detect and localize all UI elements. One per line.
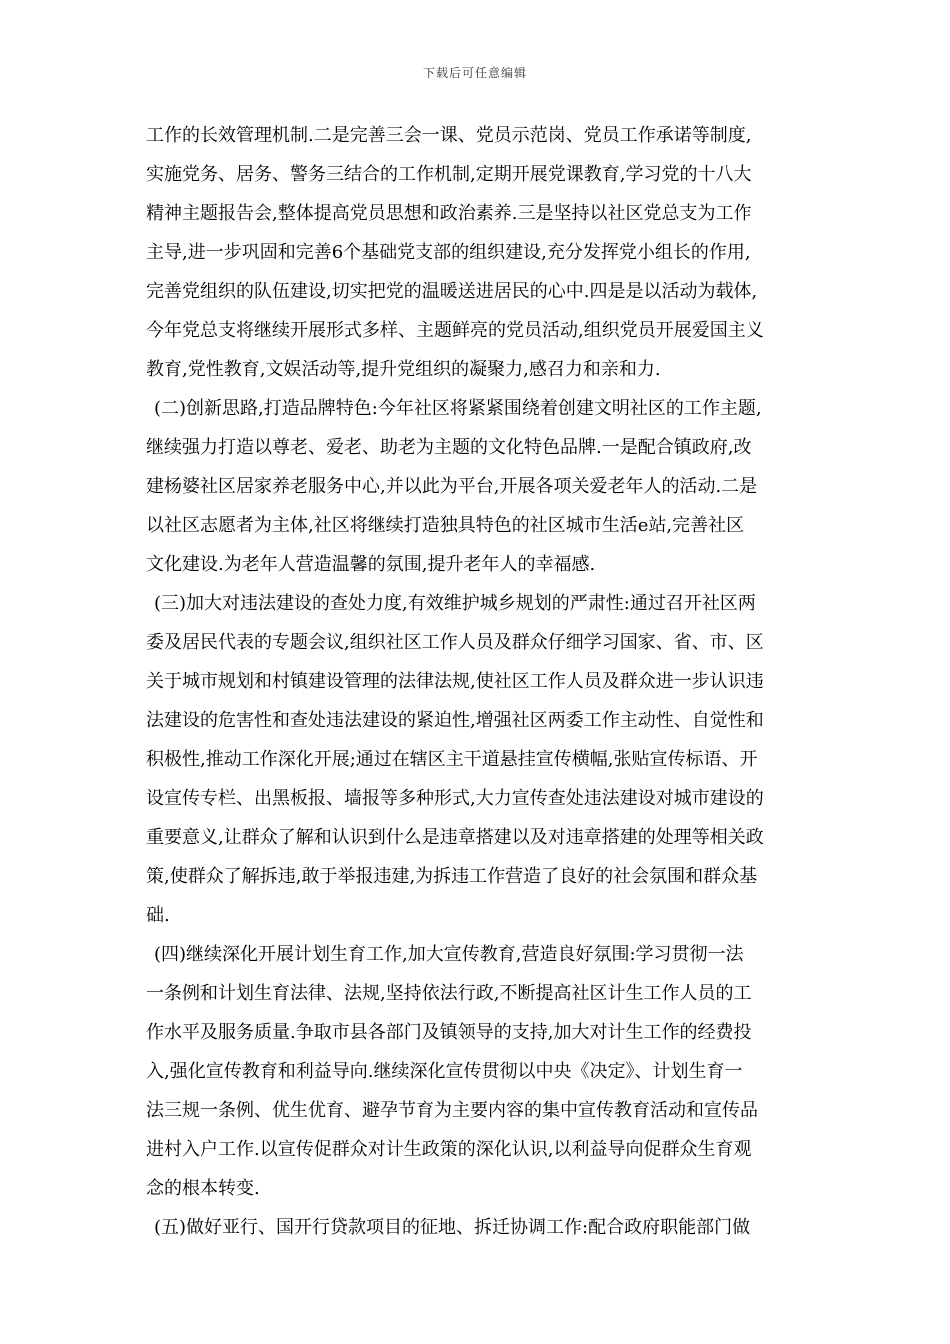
section-heading-line: (二)创新思路,打造品牌特色:今年社区将紧紧围绕着创建文明社区的工作主题,	[154, 398, 762, 419]
text-line: 继续强力打造以尊老、爱老、助老为主题的文化特色品牌.一是配合镇政府,改	[146, 437, 752, 458]
text-line: 念的根本转变.	[146, 1178, 260, 1199]
text-line: 文化建设.为老年人营造温馨的氛围,提升老年人的幸福感.	[146, 554, 596, 575]
text-line: 委及居民代表的专题会议,组织社区工作人员及群众仔细学习国家、省、市、区	[146, 632, 764, 653]
section-heading-line: (五)做好亚行、国开行贷款项目的征地、拆迁协调工作:配合政府职能部门做	[154, 1217, 751, 1238]
text-line: 法三规一条例、优生优育、避孕节育为主要内容的集中宣传教育活动和宣传品	[146, 1100, 758, 1121]
text-line: 策,使群众了解拆违,敢于举报违建,为拆违工作营造了良好的社会氛围和群众基	[146, 866, 758, 887]
text-line: 以社区志愿者为主体,社区将继续打造独具特色的社区城市生活e站,完善社区	[146, 515, 745, 536]
page-header: 下载后可任意编辑	[422, 66, 527, 80]
text-line: 一条例和计划生育法律、法规,坚持依法行政,不断提高社区计生工作人员的工	[146, 983, 752, 1004]
text-line: 础.	[146, 905, 170, 926]
text-line: 法建设的危害性和查处违法建设的紧迫性,增强社区两委工作主动性、自觉性和	[146, 710, 764, 731]
section-heading-line: (三)加大对违法建设的查处力度,有效维护城乡规划的严肃性:通过召开社区两	[154, 593, 756, 614]
text-line: 主导,进一步巩固和完善6个基础党支部的组织建设,充分发挥党小组长的作用,	[146, 242, 751, 263]
text-line: 建杨婆社区居家养老服务中心,并以此为平台,开展各项关爱老年人的活动.二是	[146, 476, 758, 497]
text-line: 实施党务、居务、警务三结合的工作机制,定期开展党课教育,学习党的十八大	[146, 164, 752, 185]
text-line: 精神主题报告会,整体提高党员思想和政治素养.三是坚持以社区党总支为工作	[146, 203, 752, 224]
text-line: 完善党组织的队伍建设,切实把党的温暖送进居民的心中.四是是以活动为载体,	[146, 281, 758, 302]
text-line: 进村入户工作.以宣传促群众对计生政策的深化认识,以利益导向促群众生育观	[146, 1139, 752, 1160]
text-line: 教育,党性教育,文娱活动等,提升党组织的凝聚力,感召力和亲和力.	[146, 359, 661, 380]
text-line: 工作的长效管理机制.二是完善三会一课、党员示范岗、党员工作承诺等制度,	[146, 125, 752, 146]
text-line: 入,强化宣传教育和利益导向.继续深化宣传贯彻以中央《决定》、计划生育一	[146, 1061, 743, 1082]
text-line: 关于城市规划和村镇建设管理的法律法规,使社区工作人员及群众进一步认识违	[146, 671, 764, 692]
text-line: 作水平及服务质量.争取市县各部门及镇领导的支持,加大对计生工作的经费投	[146, 1022, 752, 1043]
text-line: 今年党总支将继续开展形式多样、主题鲜亮的党员活动,组织党员开展爱国主义	[146, 320, 764, 341]
text-line: 重要意义,让群众了解和认识到什么是违章搭建以及对违章搭建的处理等相关政	[146, 827, 764, 848]
text-line: 积极性,推动工作深化开展;通过在辖区主干道悬挂宣传横幅,张贴宣传标语、开	[146, 749, 758, 770]
text-line: 设宣传专栏、出黑板报、墙报等多种形式,大力宣传查处违法建设对城市建设的	[146, 788, 764, 809]
section-heading-line: (四)继续深化开展计划生育工作,加大宣传教育,营造良好氛围:学习贯彻一法	[154, 944, 744, 965]
